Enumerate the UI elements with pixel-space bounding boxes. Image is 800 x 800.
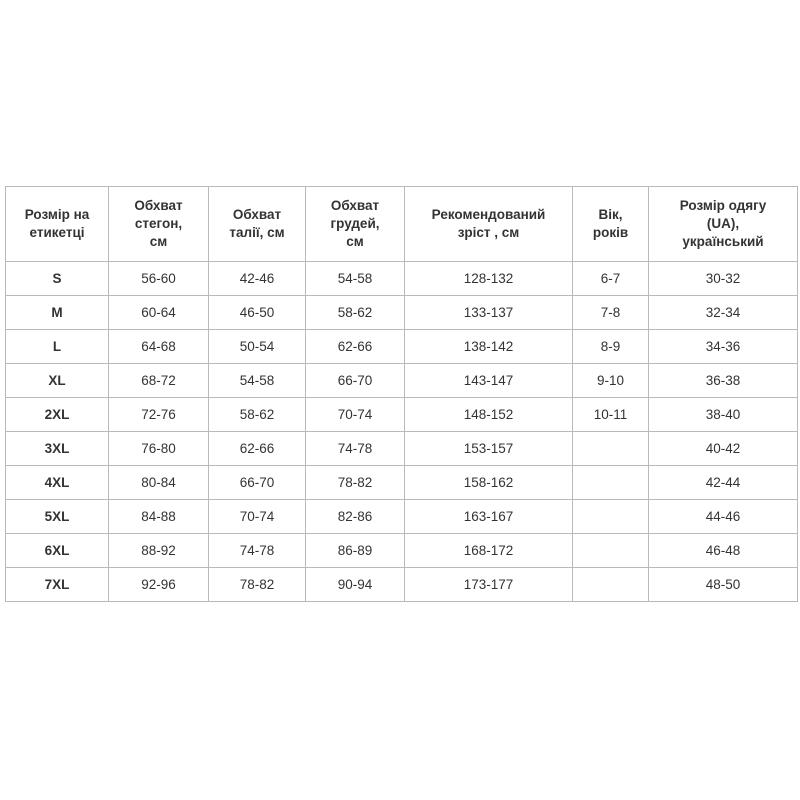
size-label-cell: 4XL bbox=[6, 466, 109, 500]
height-cell: 138-142 bbox=[405, 330, 573, 364]
hip-cell: 80-84 bbox=[109, 466, 209, 500]
header-text-line: зріст , см bbox=[457, 225, 520, 240]
hip-cell: 84-88 bbox=[109, 500, 209, 534]
header-waist bbox=[209, 187, 306, 262]
chest-cell: 82-86 bbox=[306, 500, 405, 534]
table-row bbox=[6, 262, 798, 296]
table-row bbox=[6, 364, 798, 398]
chest-cell: 86-89 bbox=[306, 534, 405, 568]
hip-cell: 72-76 bbox=[109, 398, 209, 432]
header-text-line: грудей, bbox=[330, 216, 380, 231]
size-label-cell: M bbox=[6, 296, 109, 330]
header-text-line: см bbox=[149, 234, 168, 249]
waist-cell: 54-58 bbox=[209, 364, 306, 398]
size-chart bbox=[5, 186, 797, 602]
ua-size-cell: 36-38 bbox=[649, 364, 798, 398]
header-ua-size bbox=[649, 187, 798, 262]
size-label-cell: 3XL bbox=[6, 432, 109, 466]
age-cell bbox=[573, 534, 649, 568]
ua-size-cell: 34-36 bbox=[649, 330, 798, 364]
header-text-line: Обхват bbox=[134, 198, 183, 213]
hip-cell: 92-96 bbox=[109, 568, 209, 602]
waist-cell: 62-66 bbox=[209, 432, 306, 466]
table-row bbox=[6, 534, 798, 568]
height-cell: 133-137 bbox=[405, 296, 573, 330]
header-text-line: етикетці bbox=[29, 225, 85, 240]
table-row bbox=[6, 568, 798, 602]
waist-cell: 58-62 bbox=[209, 398, 306, 432]
size-label-cell: S bbox=[6, 262, 109, 296]
size-label-cell: 2XL bbox=[6, 398, 109, 432]
chest-cell: 70-74 bbox=[306, 398, 405, 432]
header-text-line: років bbox=[592, 225, 629, 240]
ua-size-cell: 44-46 bbox=[649, 500, 798, 534]
ua-size-cell: 42-44 bbox=[649, 466, 798, 500]
waist-cell: 78-82 bbox=[209, 568, 306, 602]
header-chest bbox=[306, 187, 405, 262]
age-cell bbox=[573, 500, 649, 534]
height-cell: 148-152 bbox=[405, 398, 573, 432]
table-row bbox=[6, 330, 798, 364]
chest-cell: 54-58 bbox=[306, 262, 405, 296]
age-cell: 7-8 bbox=[573, 296, 649, 330]
header-text-line: Обхват bbox=[330, 198, 380, 213]
waist-cell: 70-74 bbox=[209, 500, 306, 534]
waist-cell: 66-70 bbox=[209, 466, 306, 500]
header-age bbox=[573, 187, 649, 262]
age-cell: 8-9 bbox=[573, 330, 649, 364]
size-label-cell: XL bbox=[6, 364, 109, 398]
chest-cell: 90-94 bbox=[306, 568, 405, 602]
table-row bbox=[6, 432, 798, 466]
hip-cell: 88-92 bbox=[109, 534, 209, 568]
waist-cell: 50-54 bbox=[209, 330, 306, 364]
chest-cell: 58-62 bbox=[306, 296, 405, 330]
waist-cell: 46-50 bbox=[209, 296, 306, 330]
header-height bbox=[405, 187, 573, 262]
chest-cell: 66-70 bbox=[306, 364, 405, 398]
hip-cell: 64-68 bbox=[109, 330, 209, 364]
header-text-line: Рекомендований bbox=[431, 207, 546, 222]
age-cell: 6-7 bbox=[573, 262, 649, 296]
table-row bbox=[6, 296, 798, 330]
table-row bbox=[6, 466, 798, 500]
header-hip bbox=[109, 187, 209, 262]
age-cell bbox=[573, 432, 649, 466]
header-text-line: Розмір на bbox=[24, 207, 90, 222]
size-label-cell: 5XL bbox=[6, 500, 109, 534]
size-label-cell: 7XL bbox=[6, 568, 109, 602]
height-cell: 158-162 bbox=[405, 466, 573, 500]
ua-size-cell: 48-50 bbox=[649, 568, 798, 602]
hip-cell: 60-64 bbox=[109, 296, 209, 330]
header-text-line: Розмір одягу bbox=[679, 198, 767, 213]
header-text-line: (UA), bbox=[706, 216, 740, 231]
ua-size-cell: 46-48 bbox=[649, 534, 798, 568]
table-row bbox=[6, 398, 798, 432]
age-cell bbox=[573, 568, 649, 602]
table-row bbox=[6, 500, 798, 534]
height-cell: 128-132 bbox=[405, 262, 573, 296]
waist-cell: 74-78 bbox=[209, 534, 306, 568]
height-cell: 163-167 bbox=[405, 500, 573, 534]
waist-cell: 42-46 bbox=[209, 262, 306, 296]
header-text-line: український bbox=[682, 234, 764, 249]
height-cell: 153-157 bbox=[405, 432, 573, 466]
hip-cell: 56-60 bbox=[109, 262, 209, 296]
chest-cell: 74-78 bbox=[306, 432, 405, 466]
size-label-cell: 6XL bbox=[6, 534, 109, 568]
chest-cell: 62-66 bbox=[306, 330, 405, 364]
hip-cell: 68-72 bbox=[109, 364, 209, 398]
chest-cell: 78-82 bbox=[306, 466, 405, 500]
hip-cell: 76-80 bbox=[109, 432, 209, 466]
age-cell: 10-11 bbox=[573, 398, 649, 432]
header-row bbox=[6, 187, 798, 262]
ua-size-cell: 32-34 bbox=[649, 296, 798, 330]
age-cell: 9-10 bbox=[573, 364, 649, 398]
table-body bbox=[6, 262, 798, 602]
header-label-size bbox=[6, 187, 109, 262]
ua-size-cell: 40-42 bbox=[649, 432, 798, 466]
header-text-line: стегон, bbox=[134, 216, 183, 231]
ua-size-cell: 30-32 bbox=[649, 262, 798, 296]
header-text-line: Вік, bbox=[598, 207, 623, 222]
size-label-cell: L bbox=[6, 330, 109, 364]
height-cell: 143-147 bbox=[405, 364, 573, 398]
ua-size-cell: 38-40 bbox=[649, 398, 798, 432]
header-text-line: Обхват bbox=[232, 207, 282, 222]
size-table bbox=[5, 186, 798, 602]
height-cell: 168-172 bbox=[405, 534, 573, 568]
header-text-line: талії, см bbox=[229, 225, 285, 240]
header-text-line: см bbox=[346, 234, 364, 249]
height-cell: 173-177 bbox=[405, 568, 573, 602]
age-cell bbox=[573, 466, 649, 500]
